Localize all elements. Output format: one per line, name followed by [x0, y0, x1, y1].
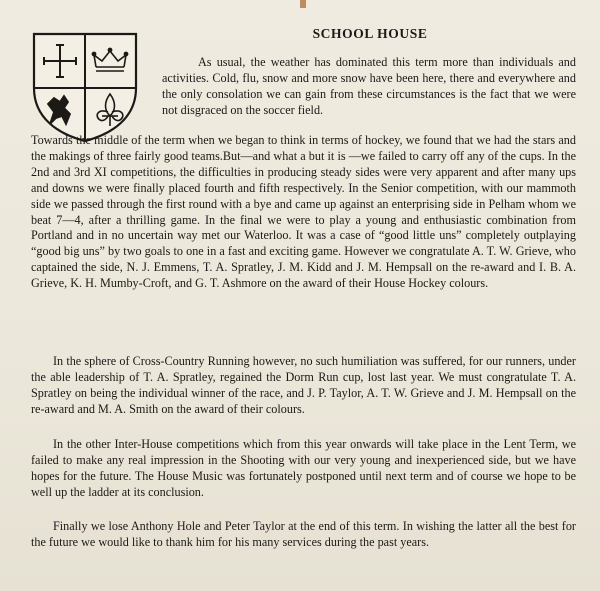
paragraph-inter-house: In the other Inter-House competitions which from this year onwards will take place in the Lent Term, we failed to make any real impression in the Shooting with our very young and inexperienced side, but we have hopes for the future. The House Music was fortunately postponed until next term and of course we hope to be well up the ladder at its conclusion.	[31, 437, 576, 499]
paragraph-farewell: Finally we lose Anthony Hole and Peter Taylor at the end of this term. In wishing the latter all the best for the future we would like to thank him for his many services during the past years.	[31, 519, 576, 549]
page-title: SCHOOL HOUSE	[312, 26, 428, 41]
paragraph-hockey	[31, 133, 576, 292]
paragraph-hockey-intro: Towards the middle of the term when we began to think in terms of hockey, we found that we had the stars and the makings of three fairly good teams.	[31, 133, 576, 163]
paragraph-hockey-body: But—and what a but it is —we failed to carry off any of the cups. In the 2nd and 3rd XI competitions, the difficulties in producing steady sides were very apparent and after many ups and downs we were finally placed fourth and fifth respectively. In the Senior competition, with our mammoth side we passed through the first round with a bye and came up against an enterprising side in Pelham whom we beat 7—4, after a thrilling game. In the final we were to play a young and enthusiastic combination from Portland and in no uncertain way met our Waterloo. It was a case of “good little uns” completely outplaying “good big uns” by two goals to one in a fast and exciting game. However we congratulate A. T. W. Grieve, who captained the side, N. J. Emmens, T. A. Spratley, J. M. Kidd and J. M. Hempsall on the re-award and I. B. A. Grieve, K. H. Mumby-Croft, and G. T. Ashmore on the award of their House Hockey colours.	[31, 148, 576, 291]
paragraph-weather: As usual, the weather has dominated this term more than individuals and activities. Cold, flu, snow and more snow have been here, there and everywhere and the only consolation we can gain from these circumstances is the fact that we were not disgraced on the soccer field.	[162, 55, 576, 117]
page-mark	[300, 0, 306, 8]
paragraph-cross-country: In the sphere of Cross-Country Running however, no such humiliation was suffered, for our runners, under the able leadership of T. A. Spratley, regained the Dorm Run cup, lost last year. We must congratulate T. A. Spratley on being the individual winner of the race, and J. P. Taylor, A. T. W. Grieve and J. M. Hempsall on the re-award and M. A. Smith on the award of their colours.	[31, 354, 576, 416]
house-crest-icon	[30, 30, 140, 144]
